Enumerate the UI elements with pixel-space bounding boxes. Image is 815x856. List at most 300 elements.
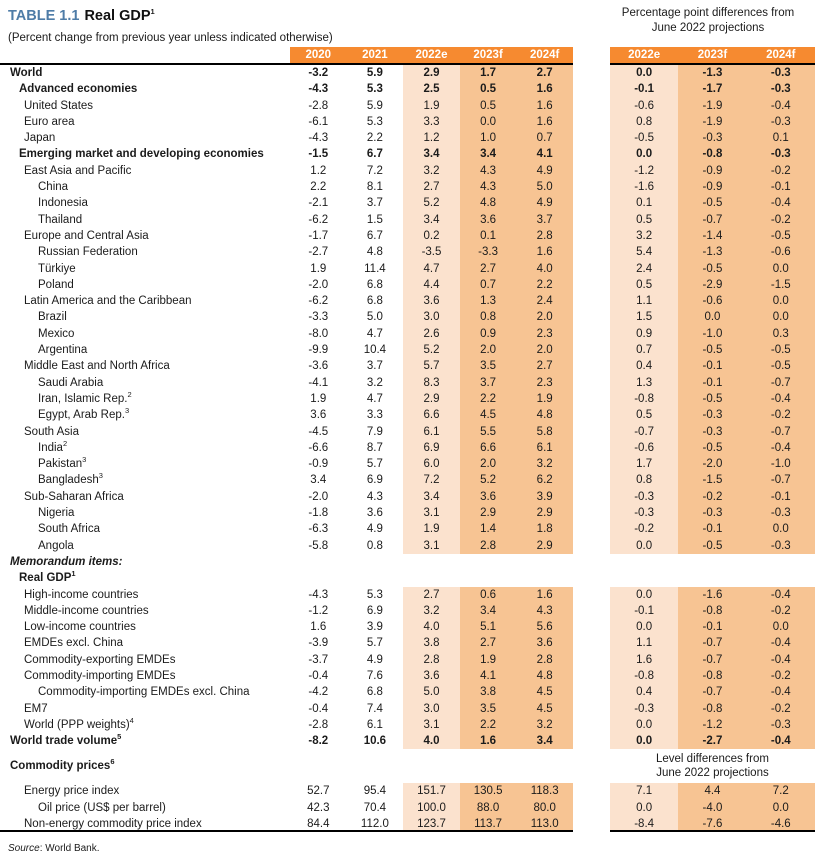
row-label: High-income countries [24,588,139,601]
row-label: World [10,67,43,79]
value-cell: 5.7 [366,637,383,650]
value-cell: 0.7 [460,277,517,293]
value-cell: 5.2 [403,342,460,358]
column-gap [573,212,610,228]
value-cell: -4.2 [308,686,329,699]
value-cell: 2.2 [516,277,573,293]
value-cell: 1.6 [516,244,573,260]
value-cell: 7.2 [403,472,460,488]
value-cell: 5.2 [403,195,460,211]
value-cell: 70.4 [363,801,387,814]
diff-cell: 0.4 [610,358,678,374]
table-row [0,554,815,570]
table-row [0,635,815,651]
column-gap [573,505,610,521]
diff-cell: -0.7 [610,424,678,440]
value-cell: -6.1 [308,115,329,128]
row-label: China [38,181,69,194]
value-cell: 3.6 [403,668,460,684]
row-label: India$^2$ [38,439,68,454]
diff-cell: 0.0 [678,309,746,325]
value-cell: 6.1 [403,424,460,440]
row-label: Advanced economies [19,83,138,96]
value-cell: 3.4 [403,489,460,505]
diff-cell: 1.6 [610,652,678,668]
value-cell: 7.2 [366,164,383,177]
table-row [0,98,815,114]
value-cell: 3.6 [366,507,383,520]
row-label: Memorandum items: [10,555,123,568]
diff-cell: -0.8 [678,668,746,684]
row-label: Latin America and the Caribbean [24,295,192,308]
value-cell: 88.0 [460,800,517,816]
diff-cell: -1.2 [610,163,678,179]
value-cell: 3.7 [366,360,383,373]
value-cell: 4.5 [460,407,517,423]
value-cell [460,554,517,570]
row-label: Euro area [24,115,75,128]
row-label: Iran, Islamic Rep.$^2$ [38,390,132,405]
table-row [0,244,815,260]
row-label: Türkiye [38,262,76,275]
diff-cell: 0.7 [610,342,678,358]
table-row [0,733,815,749]
value-cell: 123.7 [403,816,460,832]
diff-cell: -0.9 [678,179,746,195]
diff-cell: -0.3 [610,701,678,717]
value-cell: 3.6 [516,635,573,651]
value-cell: 4.9 [366,523,383,536]
value-cell: -2.0 [308,490,329,503]
value-cell: 3.3 [403,114,460,130]
diff-cell: -2.0 [678,456,746,472]
value-cell: 0.5 [460,98,517,114]
diff-cell: 0.4 [610,684,678,700]
diff-cell: -0.3 [678,505,746,521]
diff-cell: -0.7 [678,684,746,700]
diff-cell: -0.4 [747,587,815,603]
value-cell: 4.1 [460,668,517,684]
value-cell: 1.9 [403,521,460,537]
value-cell: 6.8 [366,278,383,291]
value-cell [290,570,347,586]
header-label-spacer [0,47,290,65]
diff-cell: -0.6 [678,293,746,309]
row-label: South Asia [24,425,79,438]
footnote-marker: 3 [82,456,87,465]
diff-cell: -1.3 [678,244,746,260]
value-cell [347,570,404,586]
value-cell: -0.4 [308,669,329,682]
column-gap [573,717,610,733]
table-row [0,309,815,325]
value-cell: 2.0 [516,309,573,325]
diff-column-header-2023f: 2023f [678,47,746,65]
value-cell: 1.2 [403,130,460,146]
value-cell: -1.5 [308,148,329,161]
value-cell: 3.1 [403,505,460,521]
value-cell: -3.6 [308,360,329,373]
value-cell: 6.7 [366,148,383,161]
row-label: Pakistan$^3$ [38,456,87,471]
row-label: Poland [38,278,74,291]
diff-cell: 0.9 [610,326,678,342]
value-cell: 4.8 [366,246,383,259]
diff-cell: -0.3 [747,717,815,733]
value-cell: -8.0 [308,327,329,340]
value-cell: 80.0 [516,800,573,816]
diff-cell: -1.7 [678,81,746,97]
column-gap [573,293,610,309]
value-cell: 4.0 [516,261,573,277]
diff-cell [678,570,746,586]
value-cell: -4.3 [308,132,329,145]
value-cell: -2.8 [308,99,329,112]
column-gap [573,521,610,537]
diff-cell: -0.2 [747,668,815,684]
diff-cell: -0.6 [747,244,815,260]
column-gap [573,472,610,488]
table-row [0,342,815,358]
diff-cell: -1.9 [678,114,746,130]
value-cell: 6.0 [403,456,460,472]
value-cell: 112.0 [347,816,404,832]
value-cell: 2.9 [460,505,517,521]
column-gap [573,424,610,440]
diff-cell: 0.0 [610,65,678,81]
value-cell: 3.2 [403,163,460,179]
value-cell: 1.9 [310,392,327,405]
value-cell: 8.3 [403,375,460,391]
value-cell: 4.8 [516,407,573,423]
value-cell: 3.8 [460,684,517,700]
value-cell: 3.2 [516,456,573,472]
column-gap [573,375,610,391]
value-cell: -5.8 [308,539,329,552]
diff-cell: -0.8 [678,701,746,717]
diff-cell: -8.4 [610,816,678,832]
value-cell: -6.3 [308,523,329,536]
diff-cell: 0.8 [610,114,678,130]
diff-cell: 0.0 [747,309,815,325]
table-row [0,163,815,179]
value-cell: 6.2 [516,472,573,488]
value-cell: 2.2 [460,391,517,407]
value-cell: 3.1 [403,538,460,554]
column-gap [573,652,610,668]
table-row [0,652,815,668]
page-title: Real GDP [84,8,151,24]
diff-cell [747,570,815,586]
value-cell: 4.3 [366,490,383,503]
value-cell: 3.0 [403,701,460,717]
diff-cell: 0.0 [610,146,678,162]
value-cell [516,554,573,570]
value-cell: -4.3 [308,588,329,601]
diff-cell: 0.5 [610,212,678,228]
table-row [0,472,815,488]
diff-cell: 0.0 [747,293,815,309]
value-cell: 3.6 [403,293,460,309]
diff-cell: 7.2 [747,783,815,799]
diff-cell: 1.1 [610,293,678,309]
row-label: Commodity prices$^6$ [10,757,115,773]
diff-cell: -0.3 [610,489,678,505]
table-row [0,440,815,456]
title-footnote-marker: 1 [150,7,155,17]
diff-cell: -0.5 [678,195,746,211]
real-gdp-table [0,47,815,832]
diff-cell: -0.4 [747,195,815,211]
level-differences-caption [610,752,815,781]
table-row [0,114,815,130]
diff-cell: -0.3 [747,505,815,521]
value-cell: 3.7 [516,212,573,228]
column-gap [573,783,610,799]
column-gap [573,130,610,146]
footnote-marker: 3 [98,472,103,481]
diff-cell: -0.3 [610,505,678,521]
value-cell: 2.8 [460,538,517,554]
value-cell: 100.0 [403,800,460,816]
diff-cell [747,554,815,570]
diff-cell: -2.9 [678,277,746,293]
row-label: Egypt, Arab Rep.$^3$ [38,407,130,422]
column-gap [573,684,610,700]
value-cell: -4.3 [308,83,329,96]
column-gap [573,816,610,832]
table-row [0,375,815,391]
value-cell: 3.7 [460,375,517,391]
table-row [0,407,815,423]
diff-cell: 0.0 [747,800,815,816]
value-cell: 5.3 [366,115,383,128]
value-cell: 6.9 [403,440,460,456]
diff-cell: -0.3 [747,538,815,554]
value-cell: 0.7 [516,130,573,146]
diff-cell: -1.2 [678,717,746,733]
value-cell: 3.6 [310,409,327,422]
diff-cell: -4.0 [678,800,746,816]
table-row [0,65,815,81]
diff-cell: -1.5 [747,277,815,293]
row-label: Japan [24,132,56,145]
diff-cell: -0.7 [678,652,746,668]
column-gap [573,554,610,570]
value-cell: 2.3 [516,375,573,391]
diff-cell: -0.4 [747,635,815,651]
column-gap [573,98,610,114]
value-cell: 1.7 [460,65,517,81]
diff-column-header-2022e: 2022e [610,47,678,65]
column-gap [573,358,610,374]
footnote-marker: 1 [71,570,76,579]
value-cell: 130.5 [460,783,517,799]
diff-cell: 0.0 [610,587,678,603]
value-cell: 3.1 [403,717,460,733]
column-gap [573,635,610,651]
value-cell: 2.9 [516,505,573,521]
value-cell [403,570,460,586]
value-cell: -1.7 [308,229,329,242]
value-cell: 4.5 [516,684,573,700]
value-cell [460,570,517,586]
diff-cell: 1.1 [610,635,678,651]
diff-cell: -4.6 [747,816,815,832]
diff-cell: -0.7 [747,424,815,440]
value-cell: 3.0 [403,309,460,325]
value-cell: 5.9 [366,67,383,79]
column-gap [573,619,610,635]
diff-cell: -1.4 [678,228,746,244]
value-cell: 8.7 [366,441,383,454]
value-cell: 42.3 [307,801,330,814]
table-number-label: TABLE 1.1 [8,8,80,24]
value-cell: 4.3 [460,179,517,195]
column-header-2023f: 2023f [460,47,517,65]
column-gap [573,261,610,277]
value-cell: 3.6 [460,212,517,228]
diff-cell: -0.4 [747,440,815,456]
table-row [0,800,815,816]
value-cell: 5.0 [366,311,383,324]
table-row [0,424,815,440]
diff-cell: 0.0 [610,717,678,733]
diff-cell: 0.0 [747,261,815,277]
footnote-marker: 5 [117,733,122,742]
row-label: Energy price index [24,785,120,798]
source-text: : World Bank. [39,843,100,854]
value-cell: -9.9 [308,344,329,357]
row-label: Brazil [38,311,67,324]
table-subtitle: (Percent change from previous year unless indicated otherwise) [8,32,333,44]
value-cell: -1.2 [308,604,329,617]
value-cell: 2.0 [460,342,517,358]
table-row [0,293,815,309]
table-row [0,505,815,521]
diff-cell: -0.4 [747,684,815,700]
diff-cell: 5.4 [610,244,678,260]
value-cell: 2.0 [516,342,573,358]
row-label: Nigeria [38,507,75,520]
diff-cell: -0.5 [678,391,746,407]
diff-cell: 0.0 [610,619,678,635]
value-cell: 5.7 [403,358,460,374]
column-gap [573,244,610,260]
value-cell: 7.4 [366,702,383,715]
diff-cell: -0.6 [610,440,678,456]
row-label: Commodity-importing EMDEs excl. China [38,686,250,699]
diff-cell: -0.4 [747,391,815,407]
diff-cell: -0.5 [678,261,746,277]
table-row [0,326,815,342]
table-title [8,8,155,24]
value-cell: -3.3 [308,311,329,324]
value-cell [290,554,347,570]
diff-cell: -0.5 [747,228,815,244]
row-label: World trade volume$^5$ [10,733,122,748]
diff-cell: 7.1 [610,783,678,799]
source-note [8,843,100,854]
value-cell: 1.4 [460,521,517,537]
row-label: Saudi Arabia [38,376,104,389]
value-cell: -1.8 [308,507,329,520]
diff-cell: 0.0 [610,538,678,554]
value-cell: 6.9 [366,474,383,487]
value-cell: 6.7 [366,229,383,242]
diff-cell: -0.7 [678,635,746,651]
value-cell: 52.7 [307,785,330,798]
value-cell: 2.9 [516,538,573,554]
row-label: Thailand [38,213,83,226]
diff-cell: 0.8 [610,472,678,488]
value-cell: 113.0 [516,816,573,832]
footnote-marker: 4 [129,716,134,726]
row-label: Low-income countries [24,621,136,634]
diff-cell: -2.7 [678,733,746,749]
column-gap [573,47,610,65]
column-gap [573,587,610,603]
value-cell: 1.9 [460,652,517,668]
row-label: Sub-Saharan Africa [24,490,124,503]
table-row [0,179,815,195]
value-cell: 4.1 [516,146,573,162]
table-row [0,277,815,293]
table-row [0,489,815,505]
value-cell: -2.7 [308,246,329,259]
value-cell: 0.0 [460,114,517,130]
diff-cell: 0.0 [747,619,815,635]
diff-cell: 3.2 [610,228,678,244]
table-row [0,619,815,635]
value-cell: 5.3 [366,588,383,601]
table-row [0,701,815,717]
table-row [0,603,815,619]
diff-cell: 1.5 [610,309,678,325]
table-row [0,570,815,586]
column-gap [573,326,610,342]
row-label: Argentina [38,344,88,357]
table-row [0,668,815,684]
table-row [0,228,815,244]
column-gap [573,800,610,816]
level-diff-line2: June 2022 projections [656,767,769,780]
value-cell: 3.4 [516,733,573,749]
diff-cell: -1.6 [678,587,746,603]
value-cell: 2.8 [516,652,573,668]
diff-cell: -0.8 [610,668,678,684]
column-gap [573,489,610,505]
value-cell: 1.6 [516,81,573,97]
value-cell: 5.3 [366,83,383,96]
diff-cell: -0.3 [678,130,746,146]
value-cell: 3.4 [403,146,460,162]
diff-cell: 0.1 [747,130,815,146]
value-cell: 0.8 [366,539,383,552]
value-cell: 2.2 [460,717,517,733]
diff-cell: 0.0 [610,733,678,749]
value-cell: 6.6 [460,440,517,456]
value-cell: -3.2 [308,67,329,79]
value-cell: 1.9 [516,391,573,407]
value-cell: 1.5 [366,213,383,226]
column-gap [573,309,610,325]
value-cell: 5.6 [516,619,573,635]
table-row [0,538,815,554]
diff-cell: -0.9 [678,163,746,179]
value-cell: 5.8 [516,424,573,440]
diff-cell [610,570,678,586]
